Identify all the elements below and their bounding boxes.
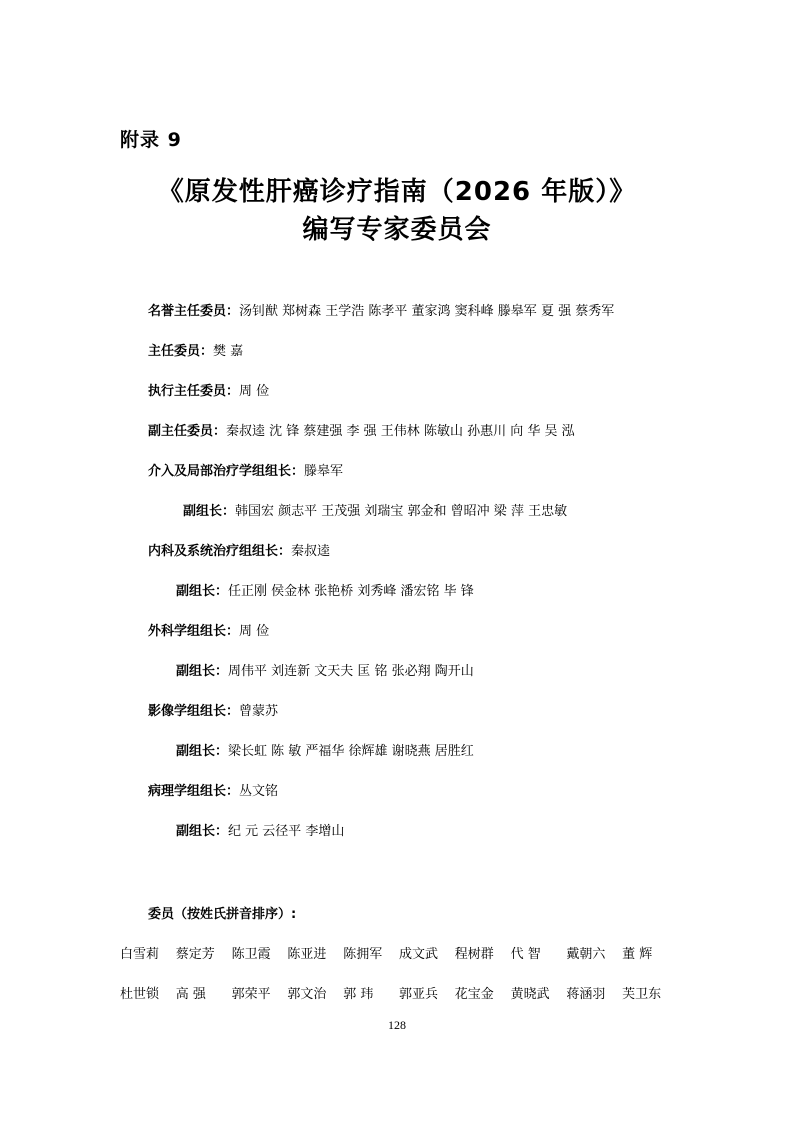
- member-name: 郭亚兵: [398, 987, 438, 1002]
- row-names: 周伟平 刘连新 文天夫 匡 铭 张必翔 陶开山: [228, 664, 474, 679]
- committee-row: [183, 502, 567, 522]
- member-name: 代 智: [510, 947, 541, 962]
- committee-row: [176, 662, 474, 682]
- committee-row: [148, 382, 269, 402]
- row-label: 病理学组组长：: [148, 784, 240, 799]
- row-names: 秦叔逵 沈 锋 蔡建强 李 强 王伟林 陈敏山 孙惠川 向 华 吴 泓: [226, 424, 575, 439]
- page-number: 128: [388, 1018, 406, 1032]
- title-line-1: 《原发性肝癌诊疗指南（2026 年版）》: [157, 177, 637, 207]
- row-names: 周 俭: [239, 384, 270, 399]
- member-name: 黄晓武: [510, 987, 550, 1002]
- title-line-2: 编写专家委员会: [302, 215, 492, 245]
- member-name: 高 强: [175, 987, 206, 1002]
- row-label: 名誉主任委员：: [148, 304, 240, 319]
- members-row: [120, 943, 674, 962]
- committee-row: [148, 342, 243, 362]
- row-label: 介入及局部治疗学组组长：: [148, 464, 305, 479]
- committee-row: [148, 422, 575, 442]
- member-name: 花宝金: [454, 987, 494, 1002]
- row-label: 副组长：: [176, 664, 229, 679]
- committee-row: [148, 462, 343, 482]
- row-names: 韩国宏 颜志平 王茂强 刘瑞宝 郭金和 曾昭冲 梁 萍 王忠敏: [235, 504, 568, 519]
- row-names: 纪 元 云径平 李增山: [228, 824, 345, 839]
- row-names: 梁长虹 陈 敏 严福华 徐辉雄 谢晓燕 居胜红: [228, 744, 474, 759]
- member-name: 董 辉: [622, 947, 653, 962]
- members-row: [120, 983, 674, 1002]
- row-names: 曾蒙苏: [239, 704, 279, 719]
- member-name: 杜世锁: [120, 987, 160, 1002]
- row-label: 副组长：: [176, 584, 229, 599]
- member-name: 蔡定芳: [175, 947, 215, 962]
- row-label: 内科及系统治疗组组长：: [148, 544, 292, 559]
- member-name: 陈拥军: [343, 947, 383, 962]
- member-name: 芙卫东: [622, 987, 662, 1002]
- row-label: 副组长：: [176, 744, 229, 759]
- member-name: 白雪莉: [120, 947, 160, 962]
- member-name: 戴朝六: [566, 947, 606, 962]
- member-name: 程树群: [454, 947, 494, 962]
- committee-row: [176, 822, 344, 842]
- member-name: 成文武: [398, 947, 438, 962]
- committee-row: [148, 702, 278, 722]
- row-names: 任正刚 侯金林 张艳桥 刘秀峰 潘宏铭 毕 锋: [228, 584, 474, 599]
- member-name: 蒋涵羽: [566, 987, 606, 1002]
- row-label: 影像学组组长：: [148, 704, 240, 719]
- member-name: 陈卫霞: [231, 947, 271, 962]
- row-names: 丛文铭: [239, 784, 279, 799]
- row-label: 副组长：: [183, 504, 236, 519]
- members-heading: 委员（按姓氏拼音排序）:: [148, 907, 297, 922]
- row-label: 副组长：: [176, 824, 229, 839]
- row-names: 秦叔逵: [291, 544, 331, 559]
- committee-row: [148, 782, 278, 802]
- appendix-label: 附录 9: [120, 129, 182, 151]
- row-names: 周 俭: [239, 624, 270, 639]
- member-name: 陈亚进: [287, 947, 327, 962]
- member-name: 郭 玮: [343, 987, 374, 1002]
- row-names: 樊 嘉: [213, 344, 244, 359]
- committee-row: [176, 742, 474, 762]
- row-names: 汤钊猷 郑树森 王学浩 陈孝平 董家鸿 窦科峰 滕皋军 夏 强 蔡秀军: [239, 304, 615, 319]
- member-name: 郭文治: [287, 987, 327, 1002]
- committee-row: [148, 622, 269, 642]
- row-label: 外科学组组长：: [148, 624, 240, 639]
- committee-row: [148, 302, 614, 322]
- row-label: 主任委员：: [148, 344, 214, 359]
- committee-row: [148, 542, 330, 562]
- row-names: 滕皋军: [304, 464, 344, 479]
- row-label: 副主任委员：: [148, 424, 227, 439]
- row-label: 执行主任委员：: [148, 384, 240, 399]
- member-name: 郭荣平: [231, 987, 271, 1002]
- committee-row: [176, 582, 474, 602]
